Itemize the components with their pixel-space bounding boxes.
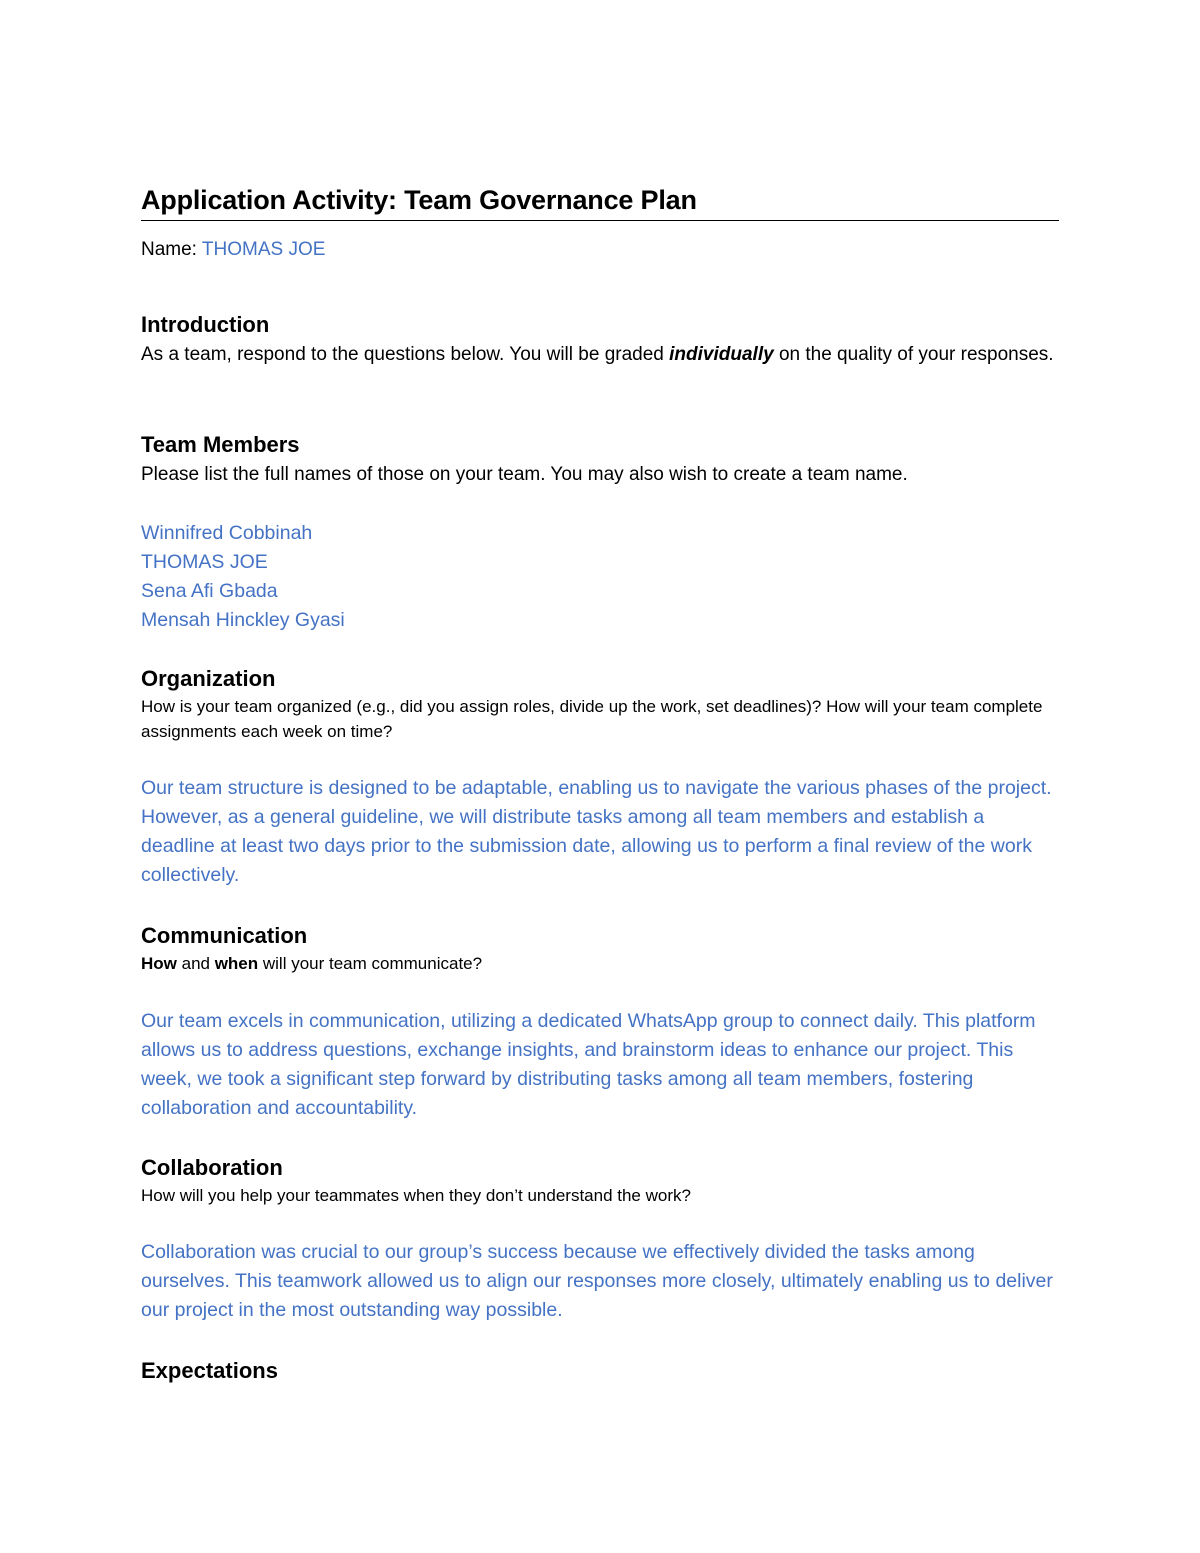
communication-heading: Communication (141, 923, 308, 948)
name-value: THOMAS JOE (201, 239, 326, 260)
communication-prompt (141, 951, 1059, 976)
document-page (141, 182, 1059, 1383)
communication-prompt-and: and (176, 954, 215, 973)
expectations-heading: Expectations (141, 1358, 278, 1383)
team-members-heading: Team Members (141, 432, 300, 457)
introduction-text-emphasis: individually (669, 344, 774, 365)
name-label: Name: (141, 239, 197, 260)
communication-prompt-rest: will your team communicate? (258, 954, 483, 973)
team-member-name: Mensah Hinckley Gyasi (141, 609, 345, 631)
name-line (141, 237, 1059, 263)
organization-prompt: How is your team organized (e.g., did you assign roles, divide up the work, set deadlines)? How will your team complete assignments each week on time? (141, 697, 1043, 741)
communication-prompt-when: when (214, 954, 259, 973)
collaboration-answer: Collaboration was crucial to our group’s success because we effectively divided the tasks among ourselves. This teamwork allowed us to align our responses more closely, ultimately enabling us to deliver our project in the most outstanding way possible. (141, 1241, 1053, 1321)
expectations-section (141, 1356, 1059, 1386)
team-members-section (141, 430, 1059, 489)
organization-answer: Our team structure is designed to be adaptable, enabling us to navigate the various phases of the project. However, as a general guideline, we will distribute tasks among all team members and establish a deadline at least two days prior to the submission date, allowing us to perform a final review of the work collectively. (141, 777, 1052, 886)
team-member-name: THOMAS JOE (141, 551, 268, 573)
introduction-section (141, 310, 1059, 369)
communication-answer-block (141, 1007, 1059, 1123)
communication-section (141, 921, 1059, 976)
document-title: Application Activity: Team Governance Plan (141, 182, 1059, 221)
communication-prompt-how: How (141, 954, 177, 973)
team-member-name: Sena Afi Gbada (141, 580, 278, 602)
collaboration-heading: Collaboration (141, 1155, 283, 1180)
introduction-text-before: As a team, respond to the questions below. You will be graded (141, 344, 670, 365)
collaboration-section (141, 1153, 1059, 1208)
organization-answer-block (141, 774, 1059, 890)
team-member-list (141, 519, 1059, 635)
organization-heading: Organization (141, 666, 276, 691)
team-members-prompt: Please list the full names of those on your team. You may also wish to create a team name. (141, 464, 908, 485)
introduction-text (141, 340, 1059, 369)
communication-answer: Our team excels in communication, utilizing a dedicated WhatsApp group to connect daily. This platform allows us to address questions, exchange insights, and brainstorm ideas to enhance our project. This week, we took a significant step forward by distributing tasks among all team members, fostering collaboration and accountability. (141, 1010, 1036, 1119)
introduction-text-after: on the quality of your responses. (773, 344, 1054, 365)
collaboration-answer-block (141, 1238, 1059, 1325)
team-member-name: Winnifred Cobbinah (141, 522, 313, 544)
organization-section (141, 664, 1059, 744)
collaboration-prompt: How will you help your teammates when they don’t understand the work? (141, 1186, 691, 1205)
introduction-heading: Introduction (141, 312, 270, 337)
